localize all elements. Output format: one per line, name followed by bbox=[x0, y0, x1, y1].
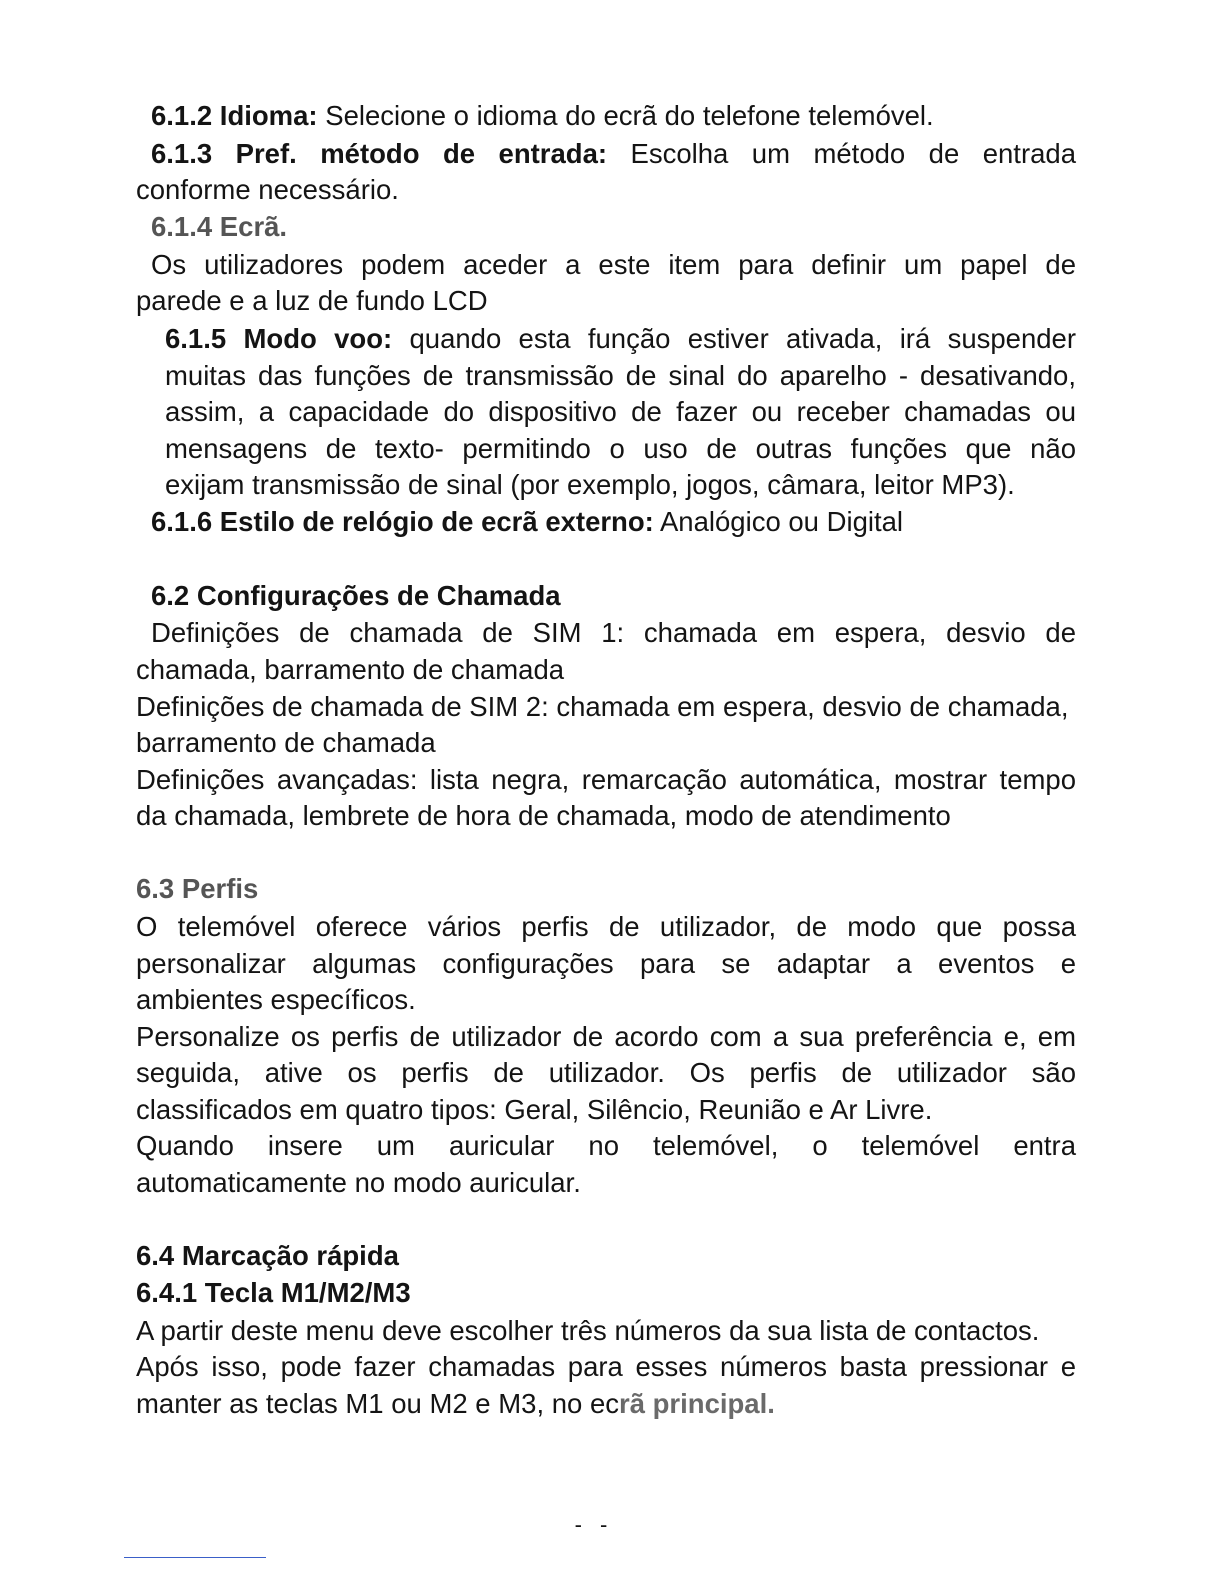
section-6-1-2 bbox=[151, 97, 1076, 134]
section-6-1-5-line4: mensagens de texto- permitindo o uso de outras funções que não bbox=[165, 433, 1076, 464]
section-6-2-line4: barramento de chamada bbox=[136, 727, 436, 758]
section-6-3-line3: ambientes específicos. bbox=[136, 984, 416, 1015]
section-6-1-5-heading: 6.1.5 Modo voo: bbox=[165, 323, 393, 354]
footnote-separator bbox=[124, 1557, 266, 1558]
section-6-3-line5: seguida, ative os perfis de utilizador. Os perfis de utilizador são bbox=[136, 1057, 1076, 1088]
section-6-1-4-line2: parede e a luz de fundo LCD bbox=[136, 285, 488, 316]
section-6-4-1-line3-text: manter as teclas M1 ou M2 e M3, no ec bbox=[136, 1388, 619, 1419]
section-6-1-6-text: Analógico ou Digital bbox=[653, 506, 904, 537]
section-6-1-3-heading: 6.1.3 Pref. método de entrada: bbox=[151, 138, 608, 169]
section-6-1-3-line2: conforme necessário. bbox=[136, 174, 399, 205]
section-6-1-5-text: quando esta função estiver ativada, irá suspender bbox=[392, 323, 1076, 354]
section-6-2-line1: Definições de chamada de SIM 1: chamada em espera, desvio de bbox=[151, 617, 1076, 648]
section-6-4-1-line3-faded: rã principal. bbox=[619, 1388, 775, 1419]
section-6-3-line6: classificados em quatro tipos: Geral, Silêncio, Reunião e Ar Livre. bbox=[136, 1094, 933, 1125]
section-6-2-line3: Definições de chamada de SIM 2: chamada em espera, desvio de chamada, bbox=[136, 691, 1069, 722]
page-number: - - bbox=[574, 1512, 614, 1537]
section-6-4-1-line3 bbox=[136, 1385, 1076, 1422]
section-6-2-line5: Definições avançadas: lista negra, remarcação automática, mostrar tempo bbox=[136, 764, 1076, 795]
section-6-1-2-text: Selecione o idioma do ecrã do telefone telemóvel. bbox=[317, 100, 934, 131]
section-6-3-line8: automaticamente no modo auricular. bbox=[136, 1167, 581, 1198]
section-6-1-6 bbox=[151, 503, 1076, 540]
section-6-1-4-line1: Os utilizadores podem aceder a este item para definir um papel de bbox=[151, 249, 1076, 280]
section-6-1-6-heading: 6.1.6 Estilo de relógio de ecrã externo: bbox=[151, 506, 654, 537]
section-6-3-line4: Personalize os perfis de utilizador de acordo com a sua preferência e, em bbox=[136, 1021, 1076, 1052]
section-6-1-3-line1 bbox=[151, 135, 1076, 172]
section-6-3-heading: 6.3 Perfis bbox=[136, 873, 259, 904]
section-6-2-line6: da chamada, lembrete de hora de chamada, modo de atendimento bbox=[136, 800, 951, 831]
section-6-2-line2: chamada, barramento de chamada bbox=[136, 654, 565, 685]
section-6-1-5-line5: exijam transmissão de sinal (por exemplo, jogos, câmara, leitor MP3). bbox=[165, 469, 1015, 500]
section-6-1-2-heading: 6.1.2 Idioma: bbox=[151, 100, 318, 131]
section-6-1-4-heading: 6.1.4 Ecrã. bbox=[151, 211, 288, 242]
section-6-4-1-heading: 6.4.1 Tecla M1/M2/M3 bbox=[136, 1277, 411, 1308]
section-6-1-5-line3: assim, a capacidade do dispositivo de fazer ou receber chamadas ou bbox=[165, 396, 1076, 427]
section-6-4-1-line1: A partir deste menu deve escolher três números da sua lista de contactos. bbox=[136, 1315, 1040, 1346]
section-6-2-heading: 6.2 Configurações de Chamada bbox=[151, 580, 561, 611]
section-6-4-1-line2: Após isso, pode fazer chamadas para esses números basta pressionar e bbox=[136, 1351, 1076, 1382]
section-6-3-line7: Quando insere um auricular no telemóvel, o telemóvel entra bbox=[136, 1130, 1076, 1161]
section-6-4-heading: 6.4 Marcação rápida bbox=[136, 1240, 399, 1271]
section-6-3-line1: O telemóvel oferece vários perfis de utilizador, de modo que possa bbox=[136, 911, 1076, 942]
section-6-1-3-text: Escolha um método de entrada bbox=[607, 138, 1076, 169]
section-6-3-line2: personalizar algumas configurações para se adaptar a eventos e bbox=[136, 948, 1076, 979]
section-6-1-5-line1 bbox=[165, 320, 1076, 357]
section-6-1-5-line2: muitas das funções de transmissão de sinal do aparelho - desativando, bbox=[165, 360, 1076, 391]
